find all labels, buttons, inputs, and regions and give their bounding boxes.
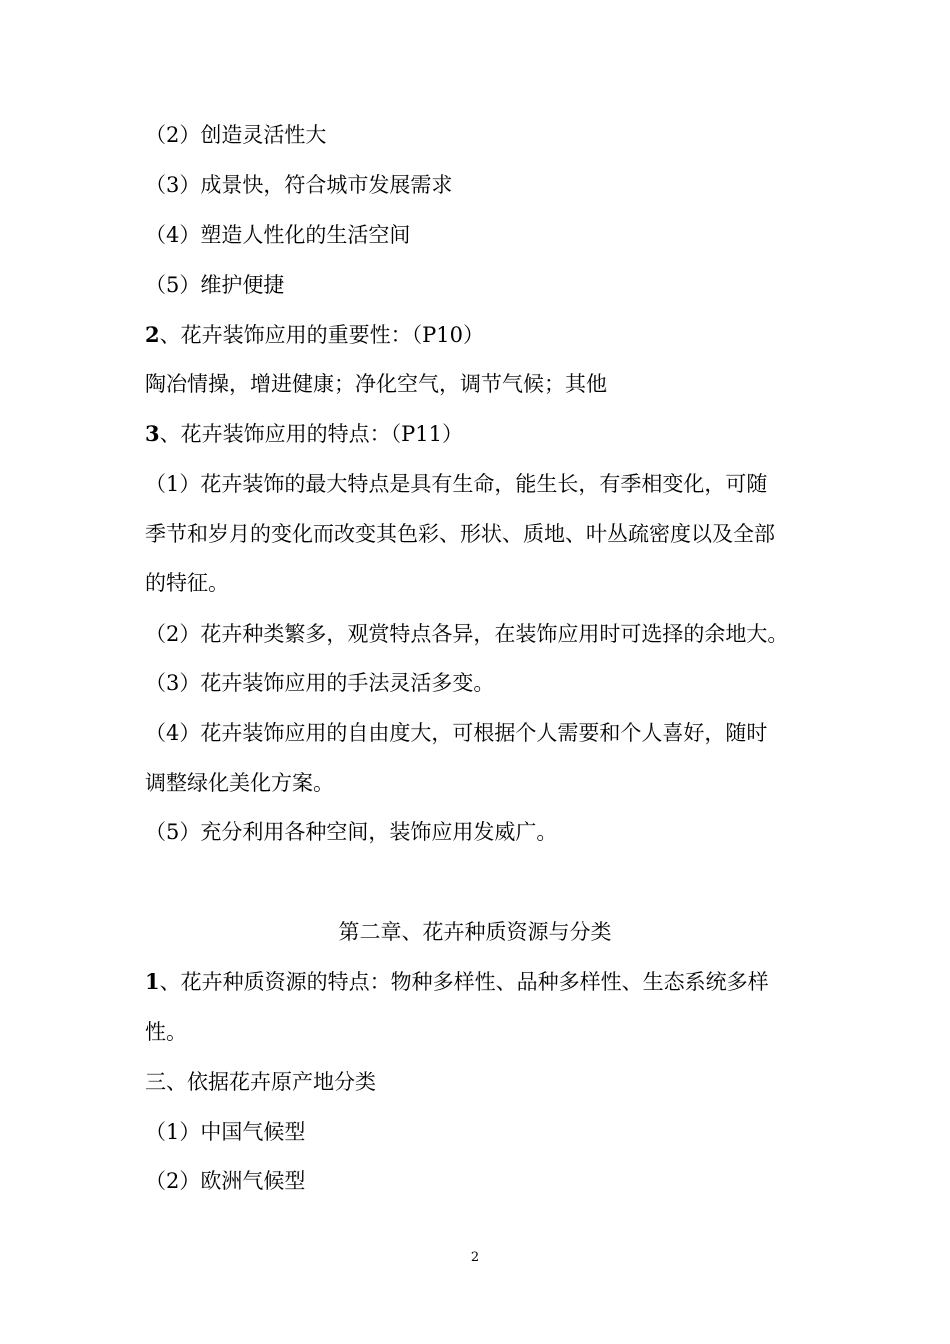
- text-line: （2）花卉种类繁多，观赏特点各异，在装饰应用时可选择的余地大。: [145, 622, 789, 646]
- chapter-title: 第二章、花卉种质资源与分类: [338, 920, 612, 944]
- text-line: 的特征。: [145, 571, 229, 595]
- section-number: 3: [145, 421, 160, 446]
- text-line: （2）欧洲气候型: [145, 1169, 306, 1193]
- section-number: 1: [145, 969, 160, 994]
- text-line: （2）创造灵活性大: [145, 123, 327, 147]
- section-heading: 3、花卉装饰应用的特点：（P11）: [145, 421, 463, 446]
- text-line: 三、依据花卉原产地分类: [145, 1070, 376, 1094]
- text-line: 性。: [145, 1020, 187, 1044]
- text-line: （3）成景快，符合城市发展需求: [145, 173, 453, 197]
- text-line: 季节和岁月的变化而改变其色彩、形状、质地、叶丛疏密度以及全部: [145, 522, 775, 546]
- section-number: 2: [145, 322, 160, 347]
- page-number: 2: [470, 1250, 480, 1265]
- section-heading: 1、花卉种质资源的特点：物种多样性、品种多样性、生态系统多样: [145, 969, 769, 994]
- section-heading: 2、花卉装饰应用的重要性：（P10）: [145, 322, 484, 347]
- text-line: （5）维护便捷: [145, 273, 285, 297]
- text-line: （4）塑造人性化的生活空间: [145, 223, 411, 247]
- text-line: （1）中国气候型: [145, 1120, 306, 1144]
- text-line: 调整绿化美化方案。: [145, 771, 334, 795]
- text-line: （1）花卉装饰的最大特点是具有生命，能生长，有季相变化，可随: [145, 472, 768, 496]
- text-line: （4）花卉装饰应用的自由度大，可根据个人需要和个人喜好，随时: [145, 721, 768, 745]
- text-line: 陶冶情操，增进健康；净化空气，调节气候；其他: [145, 372, 607, 396]
- text-line: （3）花卉装饰应用的手法灵活多变。: [145, 671, 495, 695]
- text-line: （5）充分利用各种空间，装饰应用发威广。: [145, 820, 558, 844]
